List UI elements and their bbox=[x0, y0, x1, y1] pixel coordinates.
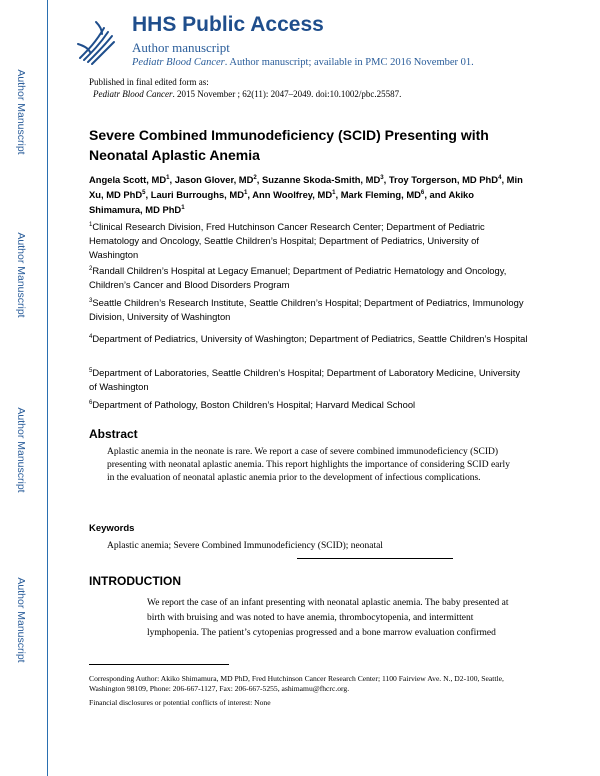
author-and: and bbox=[429, 189, 449, 200]
affiliation-text: Department of Laboratories, Seattle Children’s Hospital; Department of Laboratory Medicine, University of Washington bbox=[89, 367, 521, 392]
side-label-text: Author Manuscript bbox=[15, 407, 27, 493]
hhs-eagle-logo-icon bbox=[74, 14, 118, 70]
author-affiliation-mark: 1 bbox=[332, 188, 336, 196]
author-affiliation-mark: 1 bbox=[166, 173, 170, 181]
page-header-subtitle: Author manuscript bbox=[132, 40, 230, 55]
affiliation bbox=[89, 366, 529, 394]
author-affiliation-mark: 6 bbox=[420, 188, 425, 196]
affiliation-number: 5 bbox=[89, 366, 93, 374]
author-separator: , bbox=[424, 189, 430, 200]
availability-text: . Author manuscript; available in PMC 2016 November 01. bbox=[224, 57, 474, 68]
affiliation-text: Seattle Children’s Research Institute, Seattle Children’s Hospital; Department of Pediatrics, Immunology Division, University of Washington bbox=[89, 297, 524, 322]
side-label-text: Author Manuscript bbox=[15, 577, 27, 663]
author-affiliation-mark: 5 bbox=[142, 188, 146, 196]
author-separator: , bbox=[335, 189, 341, 200]
author-name: Jason Glover, $MD^2$ bbox=[174, 173, 257, 185]
author-name: Akiko Shimamura, MD PhD$^1$ bbox=[89, 189, 474, 215]
affiliation-text: Department of Pediatrics, University of Washington; Department of Pediatrics, Seattle Children’s Hospital bbox=[92, 333, 528, 344]
affiliation-text: Department of Pathology, Boston Children’s Hospital; Harvard Medical School bbox=[92, 399, 416, 410]
abstract-heading: Abstract bbox=[89, 427, 138, 441]
author-name: Min Xu, MD PhD$^5$ bbox=[89, 174, 523, 200]
margin-rule bbox=[47, 0, 48, 776]
affiliation-text: Randall Children’s Hospital at Legacy Emanuel; Department of Pediatric Hematology and Oncology, Children’s Cancer and Blood Disorders Program bbox=[89, 265, 507, 290]
affiliation bbox=[89, 332, 529, 346]
journal-name: Pediatr Blood Cancer bbox=[132, 57, 225, 68]
author-affiliation-mark: 2 bbox=[253, 173, 257, 181]
side-label bbox=[8, 52, 34, 172]
author-name: Mark Fleming, $MD^6$ bbox=[340, 188, 425, 200]
page-header-title: HHS Public Access bbox=[132, 13, 324, 36]
affiliation-number: 4 bbox=[89, 332, 93, 340]
author-separator: , bbox=[145, 189, 151, 200]
affiliation bbox=[89, 264, 529, 292]
author-name: Troy Torgerson, MD PhD$^4$ bbox=[388, 173, 502, 185]
author-affiliation-mark: 1 bbox=[181, 203, 185, 211]
author-separator: , bbox=[256, 174, 262, 185]
published-label: Published in final edited form as: bbox=[89, 77, 209, 87]
availability-line bbox=[132, 57, 474, 68]
side-label-text: Author Manuscript bbox=[15, 232, 27, 318]
affiliation-number: 2 bbox=[89, 264, 93, 272]
disclosures-note: Financial disclosures or potential conflicts of interest: None bbox=[89, 698, 271, 707]
citation bbox=[89, 88, 401, 100]
keywords-text: Aplastic anemia; Severe Combined Immunodeficiency (SCID); neonatal bbox=[107, 541, 383, 551]
author-affiliation-mark: 1 bbox=[243, 188, 248, 196]
author-name: Lauri Burroughs, $MD^1$ bbox=[150, 188, 248, 200]
citation-journal: Pediatr Blood Cancer bbox=[93, 89, 173, 99]
author-list bbox=[89, 172, 529, 217]
author-separator: , bbox=[169, 174, 175, 185]
author-name: Suzanne Skoda-Smith, $MD^3$ bbox=[261, 173, 384, 185]
keywords-heading: Keywords bbox=[89, 523, 135, 534]
author-name: Angela Scott, $MD^1$ bbox=[89, 173, 170, 185]
affiliation-number: 6 bbox=[89, 398, 93, 406]
published-note bbox=[89, 76, 401, 100]
affiliation-text: Clinical Research Division, Fred Hutchinson Cancer Research Center; Department of Pediatric Hematology and Oncology, Seattle Children’s Hospital; Department of Pediatrics, University of Washington bbox=[89, 221, 485, 260]
corresponding-author-note: Corresponding Author: Akiko Shimamura, MD PhD, Fred Hutchinson Cancer Research Center; 1100 Fairview Ave. N., D2-100, Seattle, Washington 98109, Phone: 206-667-1127, Fax: 206-667-5255, ashimamu@fhcrc.org. bbox=[89, 674, 504, 693]
side-label bbox=[8, 215, 34, 335]
side-label bbox=[8, 560, 34, 680]
author-separator: , bbox=[383, 174, 389, 185]
side-label-text: Author Manuscript bbox=[15, 69, 27, 155]
affiliation bbox=[89, 398, 529, 412]
article-title: Severe Combined Immunodeficiency (SCID) Presenting with Neonatal Aplastic Anemia bbox=[89, 127, 489, 163]
side-label bbox=[8, 390, 34, 510]
affiliation-number: 1 bbox=[89, 220, 93, 228]
affiliation-number: 3 bbox=[89, 296, 93, 304]
author-affiliation-mark: 4 bbox=[498, 173, 502, 181]
introduction-text: We report the case of an infant presenting with neonatal aplastic anemia. The baby presented at birth with bruising and was noted to have anemia, thrombocytopenia, and intermittent lymphopenia. The patient’s cytopenias progressed and a bone marrow evaluation confirmed bbox=[147, 598, 509, 638]
divider bbox=[297, 558, 453, 559]
author-separator: , bbox=[247, 189, 253, 200]
abstract-text: Aplastic anemia in the neonate is rare. We report a case of severe combined immunodeficiency (SCID) presenting with neonatal aplastic anemia. This report highlights the importance of considering SCID early in the evaluation of neonatal aplastic anemia prior to the development of infectious complications. bbox=[107, 447, 510, 483]
citation-text: . 2015 November ; 62(11): 2047–2049. doi:10.1002/pbc.25587. bbox=[172, 89, 402, 99]
author-affiliation-mark: 3 bbox=[380, 173, 384, 181]
author-name: Ann Woolfrey, $MD^1$ bbox=[252, 188, 336, 200]
author-separator: , bbox=[501, 174, 507, 185]
affiliation bbox=[89, 296, 529, 324]
affiliation bbox=[89, 220, 529, 262]
footnote-divider bbox=[89, 664, 229, 665]
introduction-heading: INTRODUCTION bbox=[89, 574, 181, 588]
